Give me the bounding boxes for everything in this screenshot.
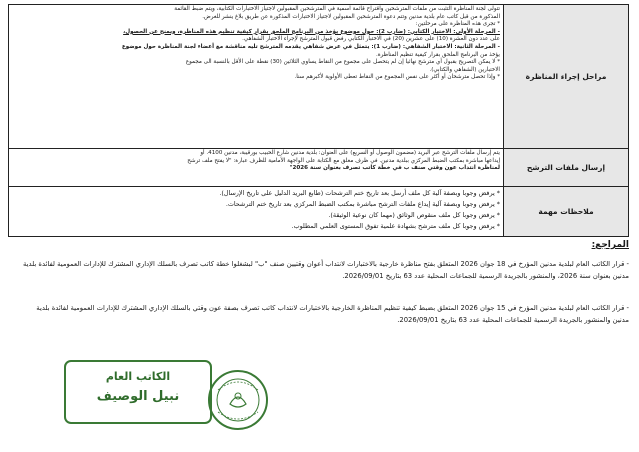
text-line: الاختبارين (الشفاهي والكتابي). bbox=[429, 66, 500, 73]
text-line: * تجرى هذه المناظرة على مرحلتين: bbox=[415, 21, 500, 28]
text-line: * لا يمكن التصريح بقبول أي مترشح نهائيا إن لم يتحصل على مجموع من النقاط يساوي الثلاثين (30) نقطة على الأقل بالنسبة الى مجموع bbox=[185, 59, 500, 66]
row-text-notes bbox=[9, 187, 504, 237]
text-line: لمناظرة انتداب عون وقتي صنف ب في خطة كاتب تصرف بعنوان سنة 2026" bbox=[289, 165, 500, 172]
reference-item: - قرار الكاتب العام لبلدية مدنين المؤرخ في 18 جوان 2026 المتعلق بفتح مناظرة خارجية بالاختبارات لانتداب أعوان وقتيين صنف "ب" لبشغلوا خطة كاتب تصرف بالسلك الإداري المشترك للإدارات العمومية لفائدة بلدية مدنين بعنوان سنة 2026، والمنشور بالجريدة الرسمية للجماعات المحلية عدد 63 بتاريخ 2026/09/01. bbox=[23, 260, 629, 280]
stamp-name: نبيل الوصيف bbox=[96, 389, 180, 404]
signature-stamp bbox=[64, 360, 212, 424]
table-row bbox=[9, 187, 629, 237]
row-label-notes: ملاحظات مهمة bbox=[504, 187, 629, 237]
text-line: * يرفض وجوبا وبصفة آلية كل ملف أرسل بعد تاريخ ختم الترشحات (طابع البريد الدليل على تاريخ الإرسال). bbox=[219, 189, 500, 197]
text-line: * يرفض وجوبا كل ملف مترشح بشهادة علمية تفوق المستوى العلمي المطلوب. bbox=[291, 222, 500, 230]
row-text-submission bbox=[9, 149, 504, 187]
row-text-exam-stages bbox=[9, 5, 504, 149]
text-line: - المرحلة الثانية: الاختبار الشفاهي: (ضارب 1): يتمثل في عرض شفاهي يقدمه المترشح تليه مناقشة مع أعضاء لجنة المناظرة حول موضوع bbox=[121, 43, 500, 50]
reference-item: - قرار الكاتب العام لبلدية مدنين المؤرخ في 15 جوان 2026 المتعلق بضبط كيفية تنظيم المناظرة الخارجية بالاختبارات لانتداب كاتب تصرف بصفة عون وقتي بالسلك الإداري المشترك للإدارات العمومية لفائدة بلدية مدنين والمنشور بالجريدة الرسمية للجماعات المحلية عدد 63 بتاريخ 2026/09/01. bbox=[36, 304, 629, 324]
table-row bbox=[9, 5, 629, 149]
references-heading: المراجع: bbox=[591, 240, 629, 250]
stamp-title: الكاتب العام bbox=[105, 370, 171, 383]
text-line: المذكورة من قبل كاتب عام بلدية مدنين وتتم دعوة المترشحين المقبولين لاجتياز الاختبارات المذكورة عن طريق بلاغ ينشر للغرض. bbox=[202, 13, 500, 20]
table-row bbox=[9, 149, 629, 187]
text-line: * يرفض وجوبا وبصفة آلية إيداع ملفات الترشح مباشرة بمكتب الضبط المركزي بعد تاريخ ختم الترشحات. bbox=[225, 200, 500, 208]
text-line: إيداعها مباشرة بمكتب الضبط المركزي ببلدية مدنين. في ظرف مغلق مع الكتابة على الواجهة الأمامية للظرف عبارة: "لا يفتح ملف ترشح bbox=[187, 157, 500, 164]
text-line: * وإذا تحصل مترشحان أو أكثر على نفس المجموع من النقاط تعطى الأولوية لأكبرهم سنا. bbox=[294, 74, 500, 81]
procedures-table bbox=[8, 4, 629, 237]
text-line: - المرحلة الأولى: الاختبار الكتابي: (ضارب 2): حول موضوع يؤخذ من البرنامج الملحق بقرار كيفية تنظيم هذه المناظرة، ويمنح عن الحصول، bbox=[123, 28, 500, 35]
text-line: تتولى لجنة المناظرة التثبت من ملفات المترشحين واقتراح قائمة اسمية في المترشحين المقبولين لاجتياز الاختبارات الكتابية، ويتم ضبط القائمة bbox=[174, 6, 500, 12]
text-line: يتم إرسال ملفات الترشح عبر البريد (مضمون الوصول أو السريع) على العنوان: بلدية مدنين شارع الحبيب بورقيبة، مدنين 4100. أو bbox=[200, 150, 500, 156]
text-line: يؤخذ من البرنامج الملحق بقرار كيفية تنظيم المناظرة. bbox=[375, 51, 500, 58]
row-label-submission: إرسال ملفات الترشح bbox=[504, 149, 629, 187]
text-line: على عدد دون العشرة (10) على عشرين (20) في الاختبار الكتابي رفض قبول المترشح لإجراء الاختبار الشفاهي. bbox=[242, 36, 500, 43]
row-label-exam-stages: مراحل إجراء المناظرة bbox=[504, 5, 629, 149]
text-line: * يرفض وجوبا كل ملف منقوص الوثائق (مهما كان نوعية الوثيقة). bbox=[328, 211, 500, 219]
official-seal-icon bbox=[206, 368, 270, 432]
